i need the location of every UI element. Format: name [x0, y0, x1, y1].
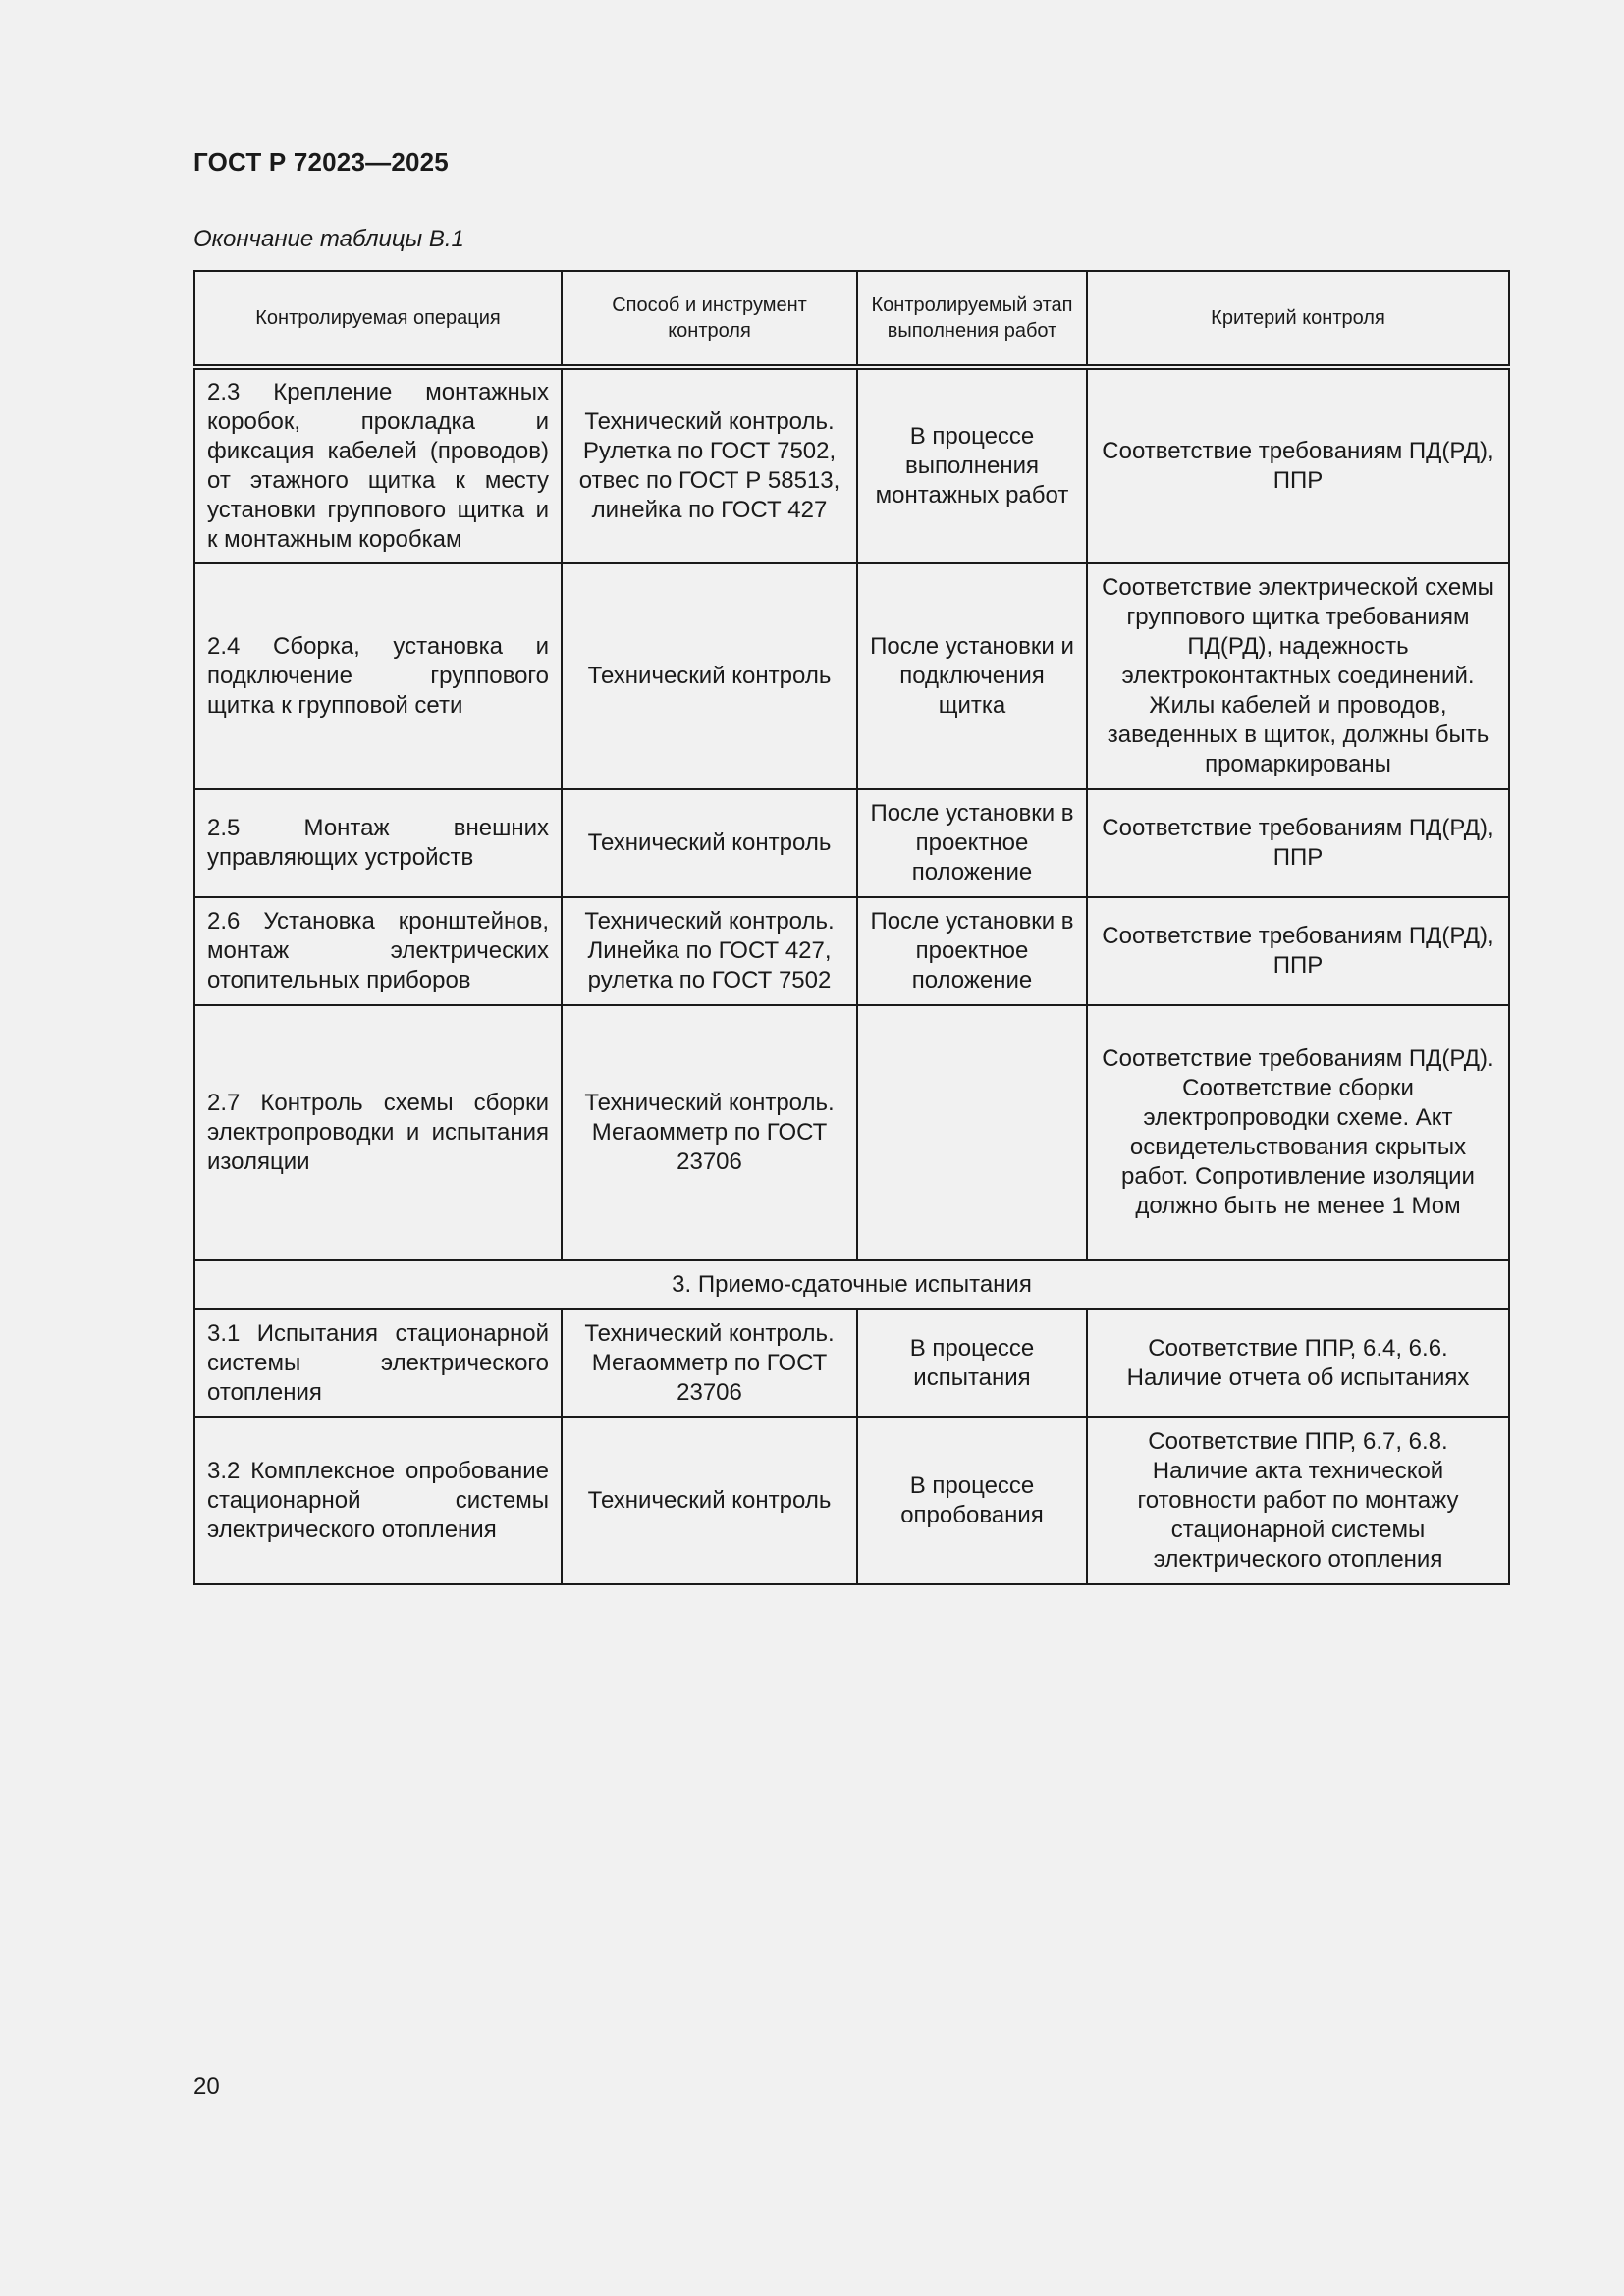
operation-cell: 3.1 Испытания стационарной системы электрического отопления: [194, 1309, 562, 1417]
stage-cell: После установки в проектное положение: [857, 897, 1087, 1005]
operation-cell: 2.5 Монтаж внешних управляющих устройств: [194, 789, 562, 897]
criterion-cell: Соответствие требованиям ПД(РД), ППР: [1087, 897, 1509, 1005]
table-row: [194, 789, 1509, 897]
method-cell: Технический контроль: [562, 563, 857, 789]
table-row: [194, 563, 1509, 789]
page-number: 20: [193, 2073, 220, 2100]
operation-cell: 2.6 Установка кронштейнов, монтаж электрических отопительных приборов: [194, 897, 562, 1005]
criterion-cell: Соответствие требованиям ПД(РД), ППР: [1087, 789, 1509, 897]
operation-cell: 2.4 Сборка, установка и подключение группового щитка к групповой сети: [194, 563, 562, 789]
criterion-cell: Соответствие ППР, 6.4, 6.6. Наличие отчета об испытаниях: [1087, 1309, 1509, 1417]
stage-cell: В процессе опробования: [857, 1417, 1087, 1584]
operation-cell: 2.3 Крепление монтажных коробок, прокладка и фиксация кабелей (проводов) от этажного щитка к месту установки группового щитка и к монтажным коробкам: [194, 367, 562, 563]
table-header-row: [194, 271, 1509, 367]
column-header-operation: Контролируемая операция: [194, 271, 562, 367]
operation-cell: 3.2 Комплексное опробование стационарной системы электрического отопления: [194, 1417, 562, 1584]
control-table: [193, 270, 1510, 1585]
stage-cell: После установки в проектное положение: [857, 789, 1087, 897]
method-cell: Технический контроль. Мегаомметр по ГОСТ 23706: [562, 1005, 857, 1260]
criterion-cell: Соответствие требованиям ПД(РД), ППР: [1087, 367, 1509, 563]
method-cell: Технический контроль. Линейка по ГОСТ 427, рулетка по ГОСТ 7502: [562, 897, 857, 1005]
column-header-method: Способ и инструмент контроля: [562, 271, 857, 367]
table-row: [194, 897, 1509, 1005]
stage-cell: После установки и подключения щитка: [857, 563, 1087, 789]
operation-cell: 2.7 Контроль схемы сборки электропроводки и испытания изоляции: [194, 1005, 562, 1260]
section-title: 3. Приемо-сдаточные испытания: [194, 1260, 1509, 1309]
stage-cell: В процессе испытания: [857, 1309, 1087, 1417]
method-cell: Технический контроль. Мегаомметр по ГОСТ 23706: [562, 1309, 857, 1417]
table-row: [194, 1309, 1509, 1417]
criterion-cell: Соответствие требованиям ПД(РД). Соответствие сборки электропроводки схеме. Акт освидетельствования скрытых работ. Сопротивление изоляции должно быть не менее 1 Мом: [1087, 1005, 1509, 1260]
column-header-criterion: Критерий контроля: [1087, 271, 1509, 367]
table-row: [194, 1005, 1509, 1260]
method-cell: Технический контроль. Рулетка по ГОСТ 7502, отвес по ГОСТ Р 58513, линейка по ГОСТ 427: [562, 367, 857, 563]
column-header-stage: Контролируемый этап выполнения работ: [857, 271, 1087, 367]
table-row: [194, 367, 1509, 563]
stage-cell: [857, 1005, 1087, 1260]
method-cell: Технический контроль: [562, 1417, 857, 1584]
criterion-cell: Соответствие ППР, 6.7, 6.8. Наличие акта технической готовности работ по монтажу стационарной системы электрического отопления: [1087, 1417, 1509, 1584]
criterion-cell: Соответствие электрической схемы группового щитка требованиям ПД(РД), надежность электроконтактных соединений. Жилы кабелей и проводов, заведенных в щиток, должны быть промаркированы: [1087, 563, 1509, 789]
stage-cell: В процессе выполнения монтажных работ: [857, 367, 1087, 563]
document-header: ГОСТ Р 72023—2025: [193, 147, 449, 177]
table-caption: Окончание таблицы В.1: [193, 226, 464, 252]
table-row: [194, 1417, 1509, 1584]
section-header-row: [194, 1260, 1509, 1309]
method-cell: Технический контроль: [562, 789, 857, 897]
